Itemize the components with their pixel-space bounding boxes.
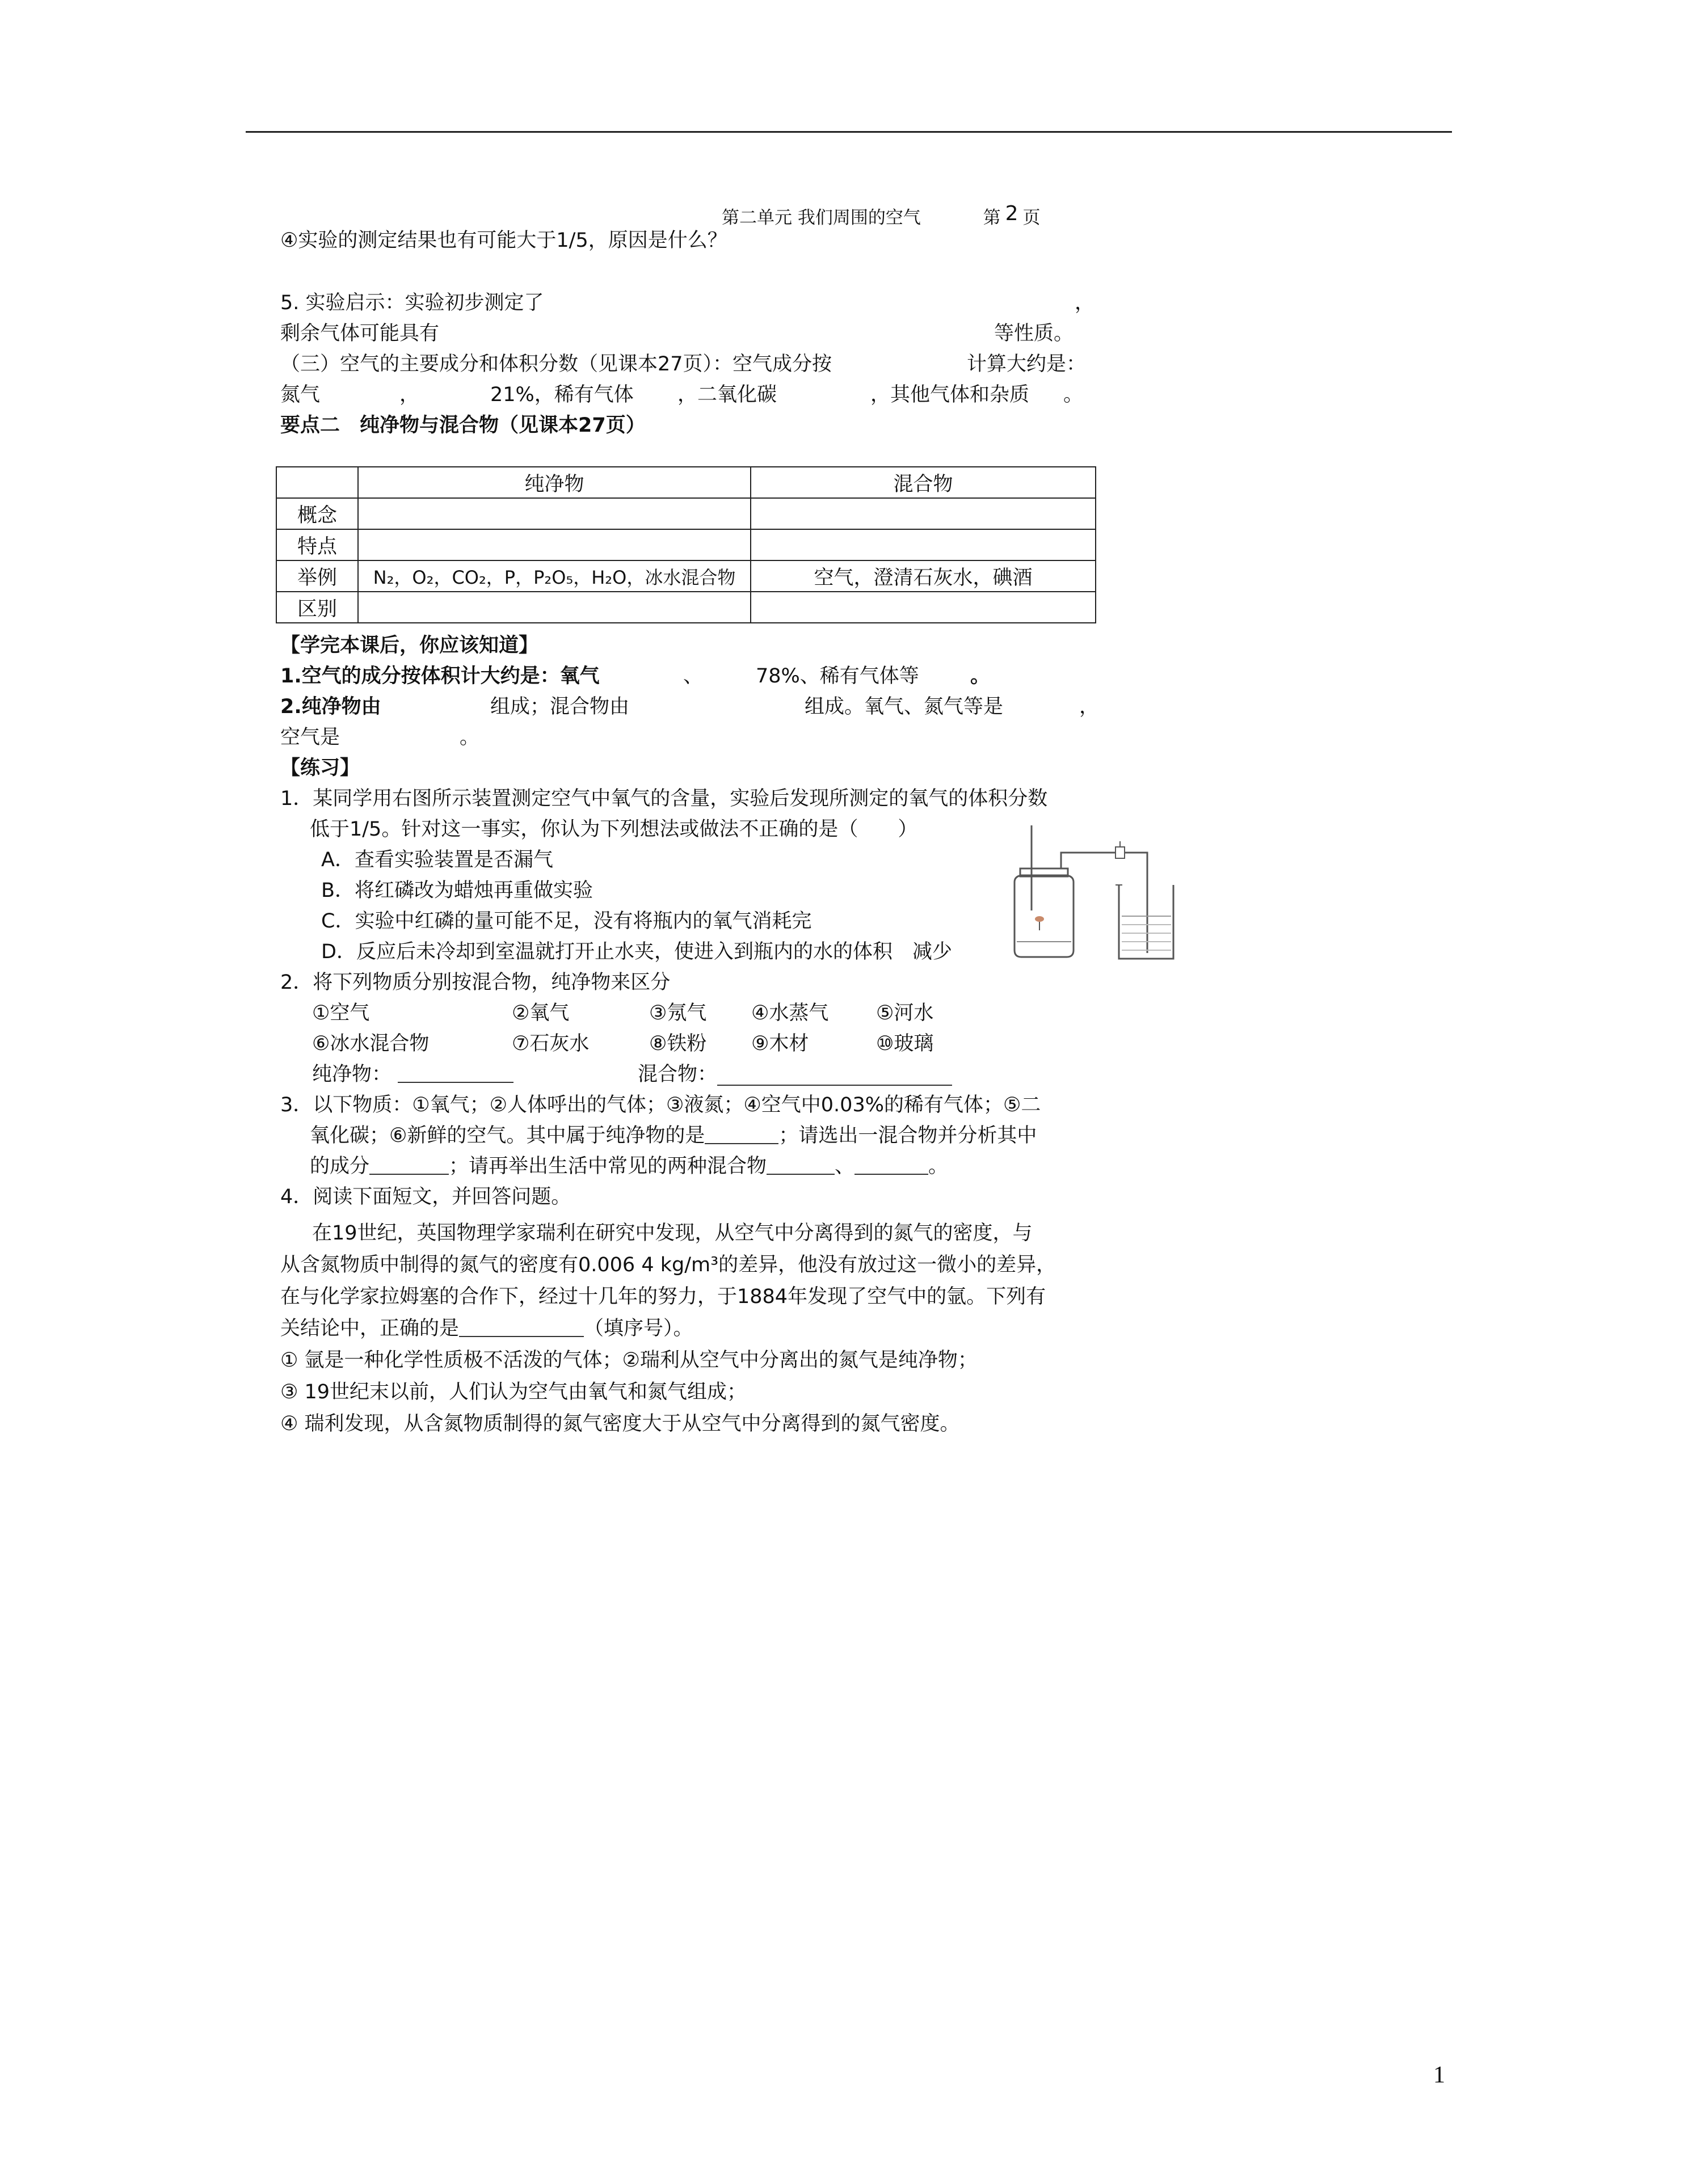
mixture-cell	[751, 592, 1096, 623]
know-l1b: 、	[683, 665, 704, 688]
q4-conclusion-1: ① 氩是一种化学性质极不活泼的气体；②瑞利从空气中分离出的氮气是纯净物；	[280, 1349, 978, 1372]
composition-comma: ，	[399, 383, 420, 406]
row-label: 区别	[276, 592, 358, 623]
q3-mixture-blank-1[interactable]	[767, 1154, 835, 1175]
q4-paragraph-2: 从含氮物质中制得的氮气的密度有0.006 4 kg/m³的差异，他没有放过这一微小的差异，	[280, 1254, 1056, 1276]
row-label: 特点	[276, 529, 358, 560]
q2-line-1: 2．将下列物质分别按混合物，纯净物来区分	[280, 971, 671, 994]
composition-co2: ，二氧化碳	[677, 383, 777, 406]
inspire-text-2: 剩余气体可能具有	[280, 322, 440, 345]
q2-item: ⑧铁粉	[649, 1032, 707, 1055]
know-line-3	[280, 723, 480, 752]
q2-mixture-blank[interactable]	[717, 1065, 952, 1086]
q4-paragraph-3: 在与化学家拉姆塞的合作下，经过十几年的努力，于1884年发现了空气中的氩。下列有	[280, 1285, 1046, 1308]
table-header-pure: 纯净物	[358, 467, 751, 498]
pure-cell	[358, 498, 751, 529]
mixture-cell	[751, 529, 1096, 560]
know-l2c: 组成。氧气、氮气等是	[805, 695, 1004, 718]
composition-n2: 氮气	[280, 383, 321, 406]
q3-line-3	[310, 1152, 948, 1181]
q2-item: ⑥冰水混合物	[312, 1032, 430, 1055]
q2-pure-blank[interactable]	[398, 1063, 513, 1083]
page-number: 1	[1433, 2062, 1445, 2088]
composition-text-b: 计算大约是：	[967, 353, 1087, 376]
inspire-end-1: ，	[1075, 292, 1095, 314]
q2-pure-label: 纯净物：	[312, 1063, 392, 1086]
composition-text-a: （三）空气的主要成分和体积分数（见课本27页）：空气成分按	[280, 353, 832, 376]
q3-text-3c: 、	[835, 1155, 855, 1178]
q2-item: ①空气	[312, 1002, 370, 1024]
q1-option-a: A．查看实验装置是否漏气	[321, 849, 553, 871]
section-2-title: 要点二 纯净物与混合物（见课本27页）	[280, 414, 646, 437]
composition-line-2	[280, 380, 1084, 410]
q2-item: ④水蒸气	[751, 1002, 829, 1024]
composition-others: ，其他气体和杂质	[870, 383, 1030, 406]
q4-paragraph-4	[280, 1314, 693, 1343]
q3-text-3a: 的成分	[310, 1155, 370, 1178]
inspire-line-1	[280, 288, 1095, 318]
q1-option-c: C．实验中红磷的量可能不足，没有将瓶内的氧气消耗完	[321, 910, 812, 933]
q2-item: ⑩玻璃	[876, 1032, 934, 1055]
know-l1c: 78%、稀有气体等	[756, 665, 919, 688]
q4-text-4a: 关结论中，正确的是	[280, 1317, 460, 1340]
composition-o2: 21%，稀有气体	[490, 383, 634, 406]
q2-item: ⑦石灰水	[512, 1032, 590, 1055]
practice-title: 【练习】	[280, 757, 360, 779]
q4-answer-blank[interactable]	[459, 1317, 584, 1337]
mixture-cell: 空气，澄清石灰水，碘酒	[751, 560, 1096, 592]
composition-end: 。	[1063, 383, 1084, 406]
header-rule	[246, 131, 1452, 133]
running-header	[722, 202, 1040, 229]
q3-line-2	[310, 1121, 1037, 1150]
q4-conclusion-3: ③ 19世纪末以前，人们认为空气由氧气和氮气组成；	[280, 1381, 747, 1403]
q2-mixture-label: 混合物：	[638, 1063, 718, 1086]
q2-answer-row	[312, 1060, 718, 1089]
mixture-cell	[751, 498, 1096, 529]
q4-line-1: 4．阅读下面短文，并回答问题。	[280, 1186, 571, 1208]
table-header-row	[276, 467, 1096, 498]
table-row	[276, 592, 1096, 623]
q1-option-d: D．反应后未冷却到室温就打开止水夹，使进入到瓶内的水的体积 减少	[321, 941, 952, 963]
inspire-end-2: 等性质。	[994, 322, 1074, 345]
table-row	[276, 498, 1096, 529]
q2-item: ⑨木材	[751, 1032, 809, 1055]
unit-title: 第二单元 我们周围的空气	[722, 208, 921, 228]
q3-mixture-blank-2[interactable]	[854, 1154, 928, 1175]
pure-cell	[358, 592, 751, 623]
inspire-text-1: 5. 实验启示：实验初步测定了	[280, 292, 544, 314]
know-l1a: 1.空气的成分按体积计大约是：氧气	[280, 665, 600, 688]
table-corner-cell	[276, 467, 358, 498]
q3-text-2b: ；请选出一混合物并分析其中	[778, 1124, 1037, 1147]
composition-line-1	[280, 349, 1087, 379]
q2-item: ③氖气	[649, 1002, 707, 1024]
q4-conclusion-4: ④ 瑞利发现，从含氮物质制得的氮气密度大于从空气中分离得到的氮气密度。	[280, 1413, 960, 1435]
q3-line-1: 3．以下物质：①氧气；②人体呼出的气体；③液氮；④空气中0.03%的稀有气体；⑤二	[280, 1094, 1041, 1116]
inspire-line-2	[280, 319, 1074, 348]
know-l1d: 。	[970, 665, 991, 688]
q3-pure-blank[interactable]	[705, 1124, 778, 1144]
header-page-num: 2	[1005, 202, 1018, 225]
q3-component-blank[interactable]	[369, 1154, 449, 1175]
know-line-2	[280, 692, 1100, 722]
table-header-mixture: 混合物	[751, 467, 1096, 498]
page-prefix: 第	[983, 208, 1001, 228]
q4-text-4b: （填序号）。	[584, 1317, 693, 1340]
know-title: 【学完本课后，你应该知道】	[280, 634, 539, 657]
row-label: 概念	[276, 498, 358, 529]
table-row	[276, 529, 1096, 560]
q3-text-2a: 氧化碳；⑥新鲜的空气。其中属于纯净物的是	[310, 1124, 705, 1147]
q1-line-2: 低于1/5。针对这一事实，你认为下列想法或做法不正确的是（ ）	[310, 818, 918, 841]
pure-cell: N₂，O₂，CO₂，P，P₂O₅，H₂O，冰水混合物	[358, 560, 751, 592]
q3-text-3d: 。	[928, 1155, 949, 1178]
table-row	[276, 560, 1096, 592]
know-l3a: 空气是	[280, 726, 340, 749]
know-l2d: ，	[1079, 695, 1100, 718]
question-4-line: ④实验的测定结果也有可能大于1/5，原因是什么？	[280, 229, 727, 252]
know-l2b: 组成；混合物由	[490, 695, 630, 718]
q2-item: ②氧气	[512, 1002, 570, 1024]
know-line-1	[280, 661, 991, 691]
q1-line-1: 1．某同学用右图所示装置测定空气中氧气的含量，实验后发现所测定的氧气的体积分数	[280, 787, 1048, 810]
q3-text-3b: ；请再举出生活中常见的两种混合物	[449, 1155, 767, 1178]
q1-option-b: B．将红磷改为蜡烛再重做实验	[321, 879, 593, 902]
pure-cell	[358, 529, 751, 560]
q4-paragraph-1: 在19世纪，英国物理学家瑞利在研究中发现，从空气中分离得到的氮气的密度，与	[312, 1222, 1033, 1245]
pure-vs-mixture-table	[276, 466, 1096, 623]
know-l2a: 2.纯净物由	[280, 695, 381, 718]
page-suffix: 页	[1022, 208, 1041, 228]
know-l3b: 。	[460, 726, 480, 749]
q2-item: ⑤河水	[876, 1002, 934, 1024]
apparatus-diagram-icon	[1004, 825, 1186, 962]
row-label: 举例	[276, 560, 358, 592]
